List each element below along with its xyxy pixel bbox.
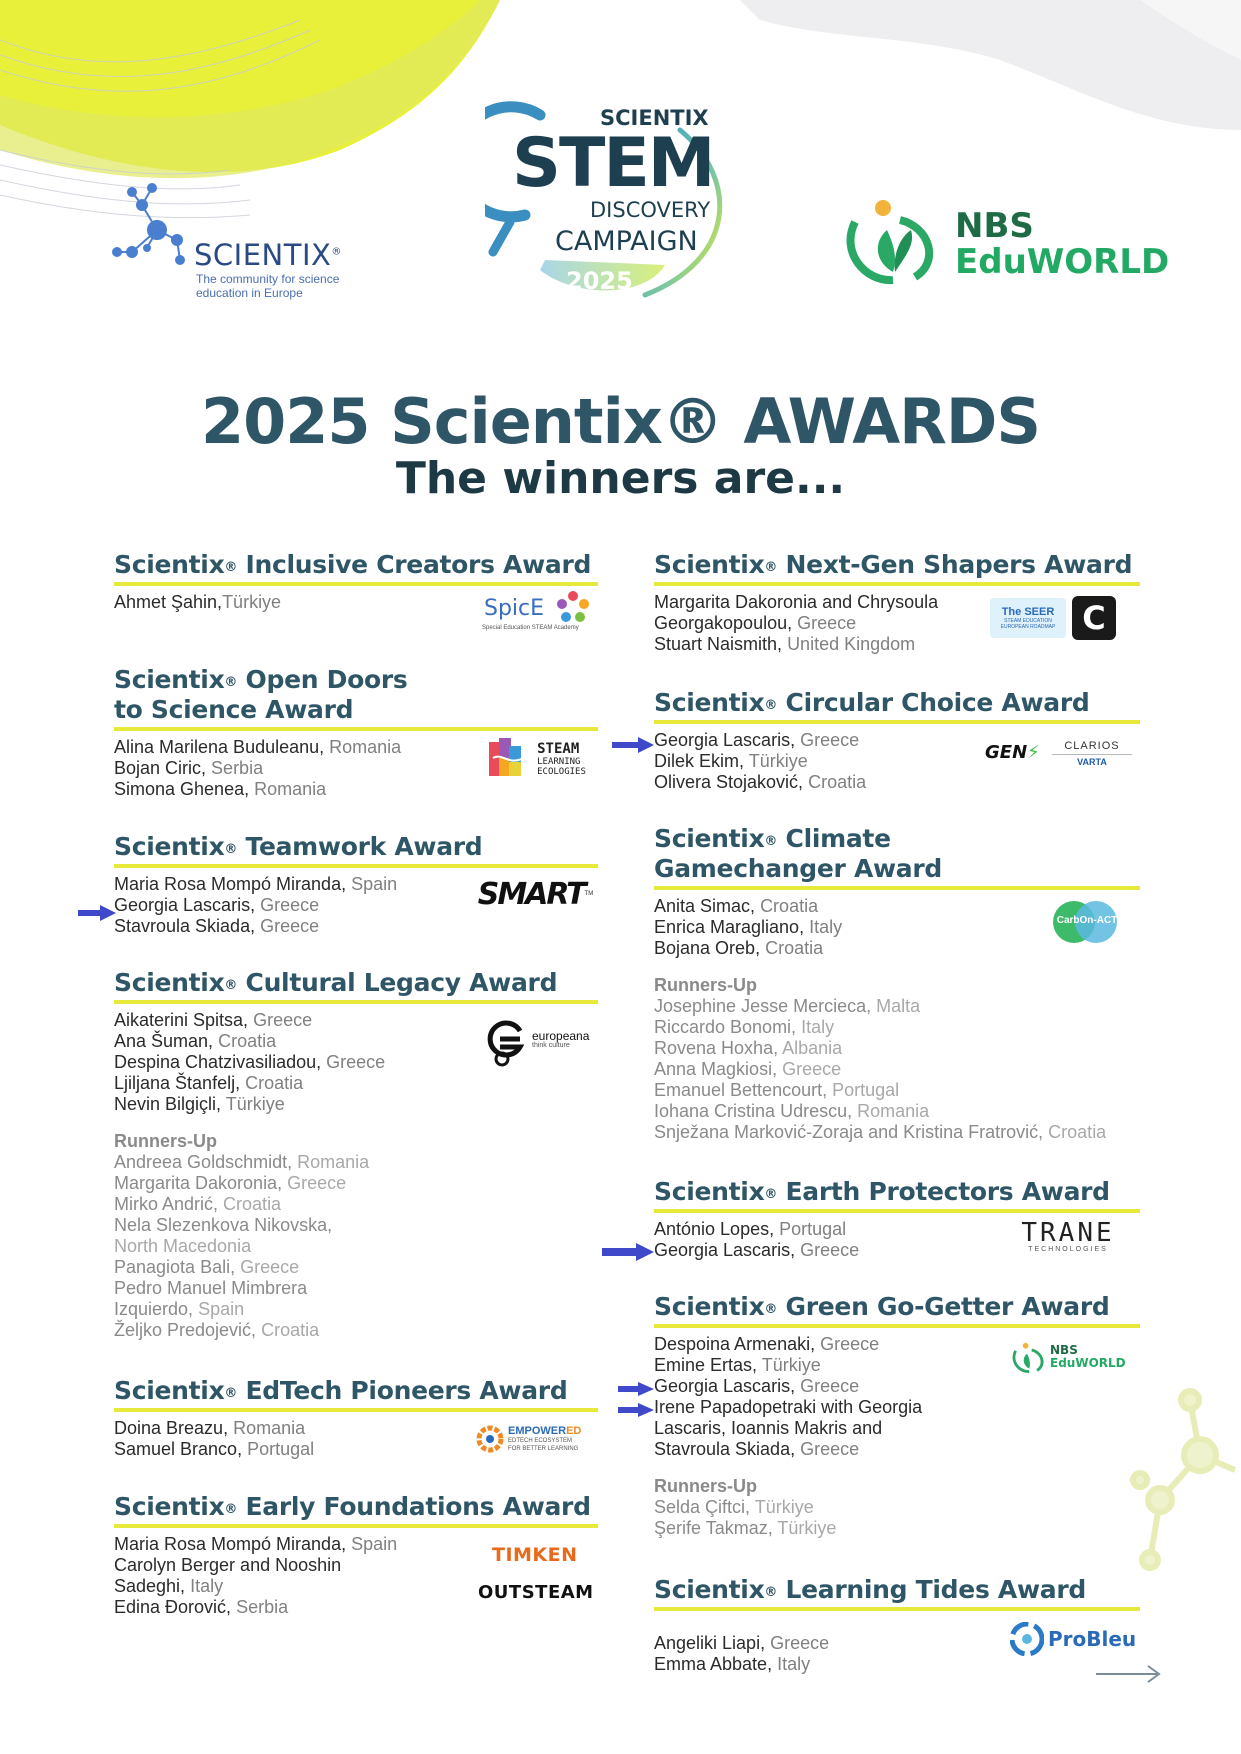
campaign-campaign-label: CAMPAIGN <box>555 226 698 257</box>
winner: Stuart Naismith, United Kingdom <box>654 634 916 654</box>
pointer-arrow-icon <box>612 737 654 753</box>
scientix-wordmark: SCIENTIX® <box>194 238 342 272</box>
campaign-discovery-label: DISCOVERY <box>590 198 711 222</box>
sponsor-europeana-logo: europeana think culture <box>486 1012 596 1070</box>
runner-up: Iohana Cristina Udrescu, Romania <box>654 1101 930 1121</box>
runners-up-title: Runners-Up <box>114 1131 217 1151</box>
winner: Aikaterini Spitsa, Greece <box>114 1010 313 1030</box>
runner-up: Margarita Dakoronia, Greece <box>114 1173 347 1193</box>
runner-up: Panagiota Bali, Greece <box>114 1257 300 1277</box>
runner-up: North Macedonia <box>114 1236 252 1256</box>
winner: Bojana Oreb, Croatia <box>654 938 824 958</box>
winner: Simona Ghenea, Romania <box>114 779 327 799</box>
winner: Sadeghi, Italy <box>114 1576 224 1596</box>
winner: Ahmet Şahin,Türkiye <box>114 592 282 612</box>
sponsor-empowered-logo: EMPOWERED EDTECH ECOSYSTEM FOR BETTER LEARNING <box>476 1420 598 1458</box>
pointer-arrow-icon <box>618 1403 654 1417</box>
sponsor-steam-ecologies-logo: STEAM LEARNING ECOLOGIES <box>480 735 595 783</box>
award-next-gen-shapers <box>654 550 1140 655</box>
winner: Nevin Bilgiçli, Türkiye <box>114 1094 285 1114</box>
award-title: Scientix® Learning Tides Award <box>654 1575 1140 1611</box>
campaign-stem-label: STEM <box>512 124 714 203</box>
steam-blocks-icon <box>489 738 531 780</box>
sponsor-spice-logo: SpicE Special Education STEAM Academy <box>478 588 593 636</box>
runner-up: Rovena Hoxha, Albania <box>654 1038 843 1058</box>
award-climate-gamechanger <box>654 824 1140 1143</box>
award-title: Scientix® Early Foundations Award <box>114 1492 598 1528</box>
runners-up-list <box>654 996 1140 1143</box>
spice-star-icon <box>556 590 590 624</box>
winner: Anita Simac, Croatia <box>654 896 819 916</box>
sponsor-cummins-logo: C <box>1072 596 1116 640</box>
runners-up-list <box>114 1152 598 1341</box>
runner-up: Snježana Marković-Zoraja and Kristina Fratrović, Croatia <box>654 1122 1107 1142</box>
winner: Georgia Lascaris, Greece <box>654 730 860 750</box>
winner: Ana Šuman, Croatia <box>114 1031 277 1051</box>
winner: Angeliki Liapi, Greece <box>654 1633 830 1653</box>
award-title: Scientix® Green Go-Getter Award <box>654 1292 1140 1328</box>
award-title: Scientix® Climate Gamechanger Award <box>654 824 1140 890</box>
runner-up: Izquierdo, Spain <box>114 1299 245 1319</box>
sponsor-seer-logo: The SEER STEAM EDUCATION EUROPEAN ROADMAP <box>990 598 1066 638</box>
award-title: Scientix® EdTech Pioneers Award <box>114 1376 598 1412</box>
sponsor-carbon-act-logo: CarbOn-ACT <box>1052 900 1118 944</box>
runner-up: Selda Çiftci, Türkiye <box>654 1497 814 1517</box>
winner: Margarita Dakoronia and Chrysoula <box>654 592 939 612</box>
award-green-go-getter <box>654 1292 1140 1539</box>
award-title: Scientix® Earth Protectors Award <box>654 1177 1140 1213</box>
winner: Irene Papadopetraki with Georgia <box>654 1397 923 1417</box>
winner: Maria Rosa Mompó Miranda, Spain <box>114 1534 398 1554</box>
page-subtitle: The winners are... <box>395 453 846 504</box>
winner-list <box>654 592 1140 655</box>
sponsor-outsteam-logo: OUTSTEAM <box>478 1582 594 1603</box>
winner: Despoina Armenaki, Greece <box>654 1334 880 1354</box>
winner: Samuel Branco, Portugal <box>114 1439 315 1459</box>
winner: Georgakopoulou, Greece <box>654 613 857 633</box>
winner: Bojan Ciric, Serbia <box>114 758 264 778</box>
nbs-leaf-icon <box>845 192 940 287</box>
award-title: Scientix® Next-Gen Shapers Award <box>654 550 1140 586</box>
sponsor-timken-logo: TIMKEN <box>492 1544 578 1566</box>
winner: Lascaris, Ioannis Makris and <box>654 1418 883 1438</box>
pointer-arrow-icon <box>602 1243 654 1261</box>
award-title: Scientix® Open Doors to Science Award <box>114 665 598 731</box>
pointer-arrow-icon <box>618 1382 654 1396</box>
runner-up: Andreea Goldschmidt, Romania <box>114 1152 370 1172</box>
runners-up-list <box>654 1497 1140 1539</box>
runner-up: Nela Slezenkova Nikovska, <box>114 1215 333 1235</box>
winner: Stavroula Skiada, Greece <box>654 1439 860 1459</box>
runner-up: Josephine Jesse Mercieca, Malta <box>654 996 921 1016</box>
runner-up: Emanuel Bettencourt, Portugal <box>654 1080 900 1100</box>
winner: Despina Chatzivasiliadou, Greece <box>114 1052 386 1072</box>
winner: Georgia Lascaris, Greece <box>654 1240 860 1260</box>
winner: Georgia Lascaris, Greece <box>654 1376 860 1396</box>
winner: Edina Đorović, Serbia <box>114 1597 289 1617</box>
award-title: Scientix® Teamwork Award <box>114 832 598 868</box>
empowered-gear-icon <box>476 1425 504 1453</box>
winner: Olivera Stojaković, Croatia <box>654 772 867 792</box>
sponsor-clarios-logo: CLARIOS VARTA <box>1052 740 1132 767</box>
winner: Stavroula Skiada, Greece <box>114 916 320 936</box>
winner: Alina Marilena Buduleanu, Romania <box>114 737 402 757</box>
winner: Dilek Ekim, Türkiye <box>654 751 808 771</box>
award-title: Scientix® Inclusive Creators Award <box>114 550 598 586</box>
sponsor-trane-logo: TRANE TECHNOLOGIES <box>1021 1218 1115 1253</box>
runner-up: Anna Magkiosi, Greece <box>654 1059 842 1079</box>
runner-up: Mirko Andrić, Croatia <box>114 1194 282 1214</box>
runner-up: Željko Predojević, Croatia <box>114 1320 320 1340</box>
campaign-scientix-label: SCIENTIX <box>600 106 709 130</box>
runner-up: Riccardo Bonomi, Italy <box>654 1017 835 1037</box>
page-title: 2025 Scientix® AWARDS <box>200 385 1041 458</box>
nbs-wordmark: NBS EduWORLD <box>955 206 1170 282</box>
pointer-arrow-icon <box>78 905 116 921</box>
winner: Georgia Lascaris, Greece <box>114 895 320 915</box>
runner-up: Pedro Manuel Mimbrera <box>114 1278 308 1298</box>
sponsor-nbs-eduworld-logo: NBS EduWORLD <box>1012 1340 1132 1374</box>
winner: António Lopes, Portugal <box>654 1219 847 1239</box>
runner-up: Şerife Takmaz, Türkiye <box>654 1518 837 1538</box>
award-title: Scientix® Cultural Legacy Award <box>114 968 598 1004</box>
sponsor-smart-logo: SMART TM <box>477 876 594 912</box>
campaign-year-label: 2025 <box>566 267 633 295</box>
europeana-e-icon <box>486 1015 528 1067</box>
runners-up-title: Runners-Up <box>654 975 757 995</box>
header-logos <box>0 0 1241 320</box>
winner: Doina Breazu, Romania <box>114 1418 306 1438</box>
winner: Ljiljana Štanfelj, Croatia <box>114 1073 304 1093</box>
probleu-swirl-icon <box>1010 1622 1044 1656</box>
next-page-arrow-icon[interactable] <box>1096 1664 1162 1684</box>
sponsor-gen-logo: GEN⚡ <box>985 742 1040 763</box>
winner: Emine Ertas, Türkiye <box>654 1355 821 1375</box>
winner: Enrica Maragliano, Italy <box>654 917 843 937</box>
winner: Emma Abbate, Italy <box>654 1654 811 1674</box>
scientix-tagline: The community for science education in Europe <box>196 272 340 300</box>
runners-up-title: Runners-Up <box>654 1476 757 1496</box>
winner: Maria Rosa Mompó Miranda, Spain <box>114 874 398 894</box>
nbs-leaf-small-icon <box>1012 1340 1046 1374</box>
sponsor-probleu-logo: ProBleu <box>1010 1622 1138 1656</box>
award-title: Scientix® Circular Choice Award <box>654 688 1140 724</box>
winner: Carolyn Berger and Nooshin <box>114 1555 342 1575</box>
